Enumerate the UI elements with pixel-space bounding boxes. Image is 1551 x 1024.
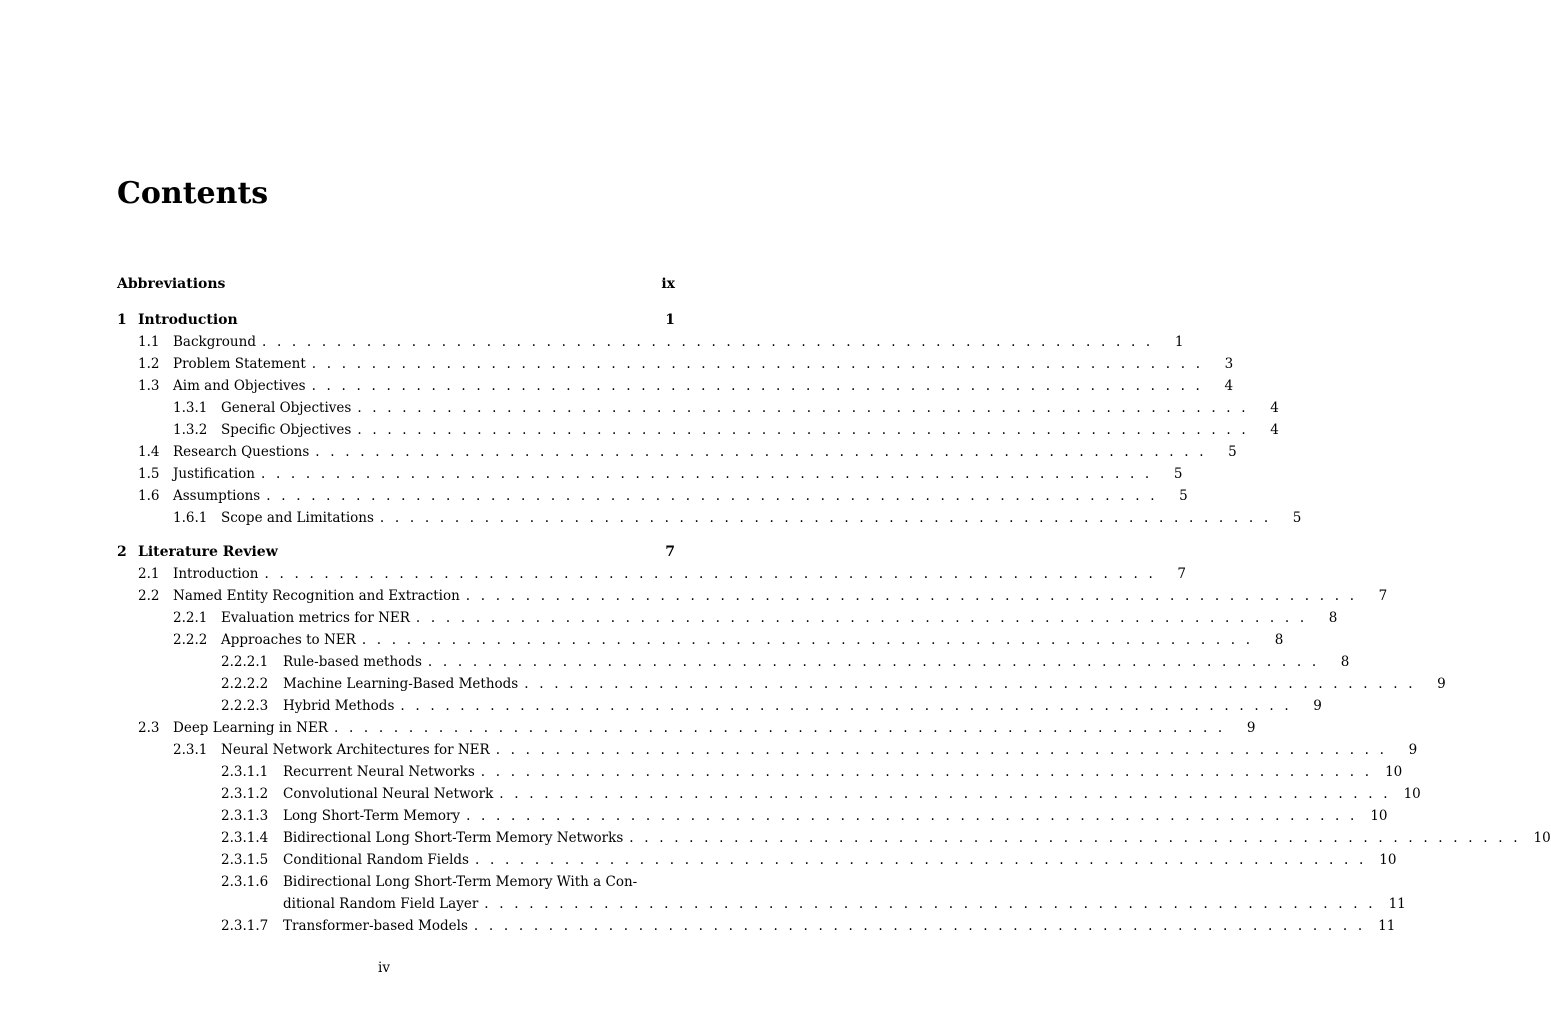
toc-entry-title: Named Entity Recognition and Extraction xyxy=(173,588,460,604)
toc-entry-number: 2.2.1 xyxy=(173,610,208,626)
toc-leader-dots: . . . . . . . . . . . . . . . . . . . . . . . . . . . . . . . . . . . . . . . . . . . . . . . . . . . . . . . . . . . . xyxy=(465,588,1358,604)
toc-leader-dots: . . . . . . . . . . . . . . . . . . . . . . . . . . . . . . . . . . . . . . . . . . . . . . . . . . . . . . . . . . . . xyxy=(361,632,1254,648)
toc-entry-number: 1.1 xyxy=(138,334,160,350)
toc-entry-number: 1.4 xyxy=(138,444,160,460)
toc-entry-number: 2 xyxy=(117,544,127,560)
toc-page-number: 5 xyxy=(1179,488,1188,504)
toc-entry-number: 2.3.1.7 xyxy=(221,918,269,934)
toc-leader-dots: . . . . . . . . . . . . . . . . . . . . . . . . . . . . . . . . . . . . . . . . . . . . . . . . . . . . . . . . . . . . xyxy=(427,654,1320,670)
toc-page-number: 8 xyxy=(1340,654,1350,670)
toc-page-number: 1 xyxy=(665,312,675,328)
toc-entry-number: 1.3 xyxy=(138,378,160,394)
toc-leader-dots: . . . . . . . . . . . . . . . . . . . . . . . . . . . . . . . . . . . . . . . . . . . . . . . . . . . . . . . . . . . . xyxy=(484,896,1376,912)
toc-entry[interactable] xyxy=(117,852,1397,874)
toc-entry-title: ditional Random Field Layer xyxy=(283,896,479,912)
toc-entry-number: 2.3.1.2 xyxy=(221,786,269,802)
toc-entry-number: 2.3.1.1 xyxy=(221,764,269,780)
toc-entry-title: Machine Learning-Based Methods xyxy=(283,676,519,692)
toc-entry[interactable] xyxy=(117,466,1183,488)
toc-entry-title: Transformer-based Models xyxy=(283,918,468,934)
toc-entry-number: 1.6.1 xyxy=(173,510,208,526)
toc-entry-title: Bidirectional Long Short-Term Memory With a Con- xyxy=(283,874,638,890)
toc-entry-number: 2.3.1.6 xyxy=(221,874,269,890)
toc-leader-dots: . . . . . . . . . . . . . . . . . . . . . . . . . . . . . . . . . . . . . . . . . . . . . . . . . . . . . . . . . . . . xyxy=(311,356,1204,372)
toc-entry-number: 2.2.2.2 xyxy=(221,676,269,692)
toc-entry-number: 1.2 xyxy=(138,356,160,372)
toc-page-number: 10 xyxy=(1385,764,1403,780)
toc-entry[interactable] xyxy=(117,378,1234,400)
toc-page-number: 7 xyxy=(665,544,675,560)
toc-entry[interactable] xyxy=(117,918,1396,940)
toc-entry[interactable] xyxy=(117,654,1350,676)
toc-page-number: 10 xyxy=(1403,786,1421,802)
toc-leader-dots: . . . . . . . . . . . . . . . . . . . . . . . . . . . . . . . . . . . . . . . . . . . . . . . . . . . . . . . . . . . . xyxy=(495,742,1388,758)
toc-entry-title: General Objectives xyxy=(221,400,352,416)
toc-entry[interactable] xyxy=(117,720,1256,742)
toc-leader-dots: . . . . . . . . . . . . . . . . . . . . . . . . . . . . . . . . . . . . . . . . . . . . . . . . . . . . . . . . . . . . xyxy=(357,422,1249,438)
toc-entry[interactable] xyxy=(117,610,1338,632)
toc-leader-dots: . . . . . . . . . . . . . . . . . . . . . . . . . . . . . . . . . . . . . . . . . . . . . . . . . . . . . . . . . . . . xyxy=(260,466,1153,482)
toc-entry-number: 2.2 xyxy=(138,588,160,604)
toc-page-number: 1 xyxy=(1174,334,1184,350)
toc-entry[interactable] xyxy=(117,896,1406,918)
toc-entry-number: 2.2.2.3 xyxy=(221,698,269,714)
toc-chapter-entry[interactable] xyxy=(117,276,675,298)
toc-entry-title: Abbreviations xyxy=(117,276,226,292)
toc-page-number: 4 xyxy=(1270,400,1279,416)
toc-entry-title: Research Questions xyxy=(173,444,310,460)
page-number: iv xyxy=(378,960,390,976)
toc-leader-dots: . . . . . . . . . . . . . . . . . . . . . . . . . . . . . . . . . . . . . . . . . . . . . . . . . . . . . . . . . . . . xyxy=(261,334,1154,350)
toc-page-number: 10 xyxy=(1370,808,1388,824)
toc-entry-number: 2.1 xyxy=(138,566,160,582)
toc-entry-title: Bidirectional Long Short-Term Memory Networks xyxy=(283,830,624,846)
toc-entry-title: Scope and Limitations xyxy=(221,510,374,526)
toc-leader-dots: . . . . . . . . . . . . . . . . . . . . . . . . . . . . . . . . . . . . . . . . . . . . . . . . . . . . . . . . . . . . xyxy=(264,566,1156,582)
toc-entry[interactable] xyxy=(117,830,1551,852)
toc-leader-dots: . . . . . . . . . . . . . . . . . . . . . . . . . . . . . . . . . . . . . . . . . . . . . . . . . . . . . . . . . . . . xyxy=(474,852,1367,868)
toc-leader-dots: . . . . . . . . . . . . . . . . . . . . . . . . . . . . . . . . . . . . . . . . . . . . . . . . . . . . . . . . . . . . xyxy=(499,786,1391,802)
toc-entry-title: Recurrent Neural Networks xyxy=(283,764,475,780)
toc-leader-dots: . . . . . . . . . . . . . . . . . . . . . . . . . . . . . . . . . . . . . . . . . . . . . . . . . . . . . . . . . . . . xyxy=(629,830,1521,846)
toc-entry[interactable] xyxy=(117,588,1388,610)
toc-page-number: 11 xyxy=(1388,896,1406,912)
toc-page-number: 4 xyxy=(1224,378,1234,394)
toc-leader-dots: . . . . . . . . . . . . . . . . . . . . . . . . . . . . . . . . . . . . . . . . . . . . . . . . . . . . . . . . . . . . xyxy=(524,676,1416,692)
toc-leader-dots: . . . . . . . . . . . . . . . . . . . . . . . . . . . . . . . . . . . . . . . . . . . . . . . . . . . . . . . . . . . . xyxy=(357,400,1249,416)
toc-entry[interactable] xyxy=(117,808,1388,830)
toc-page-number: 11 xyxy=(1378,918,1396,934)
toc-entry-number: 2.3.1.3 xyxy=(221,808,269,824)
toc-entry[interactable] xyxy=(117,676,1446,698)
toc-entry-title: Justification xyxy=(173,466,255,482)
toc-page-number: 9 xyxy=(1437,676,1446,692)
toc-page-number: 4 xyxy=(1270,422,1279,438)
toc-entry-title: Aim and Objectives xyxy=(173,378,306,394)
toc-page-number: 5 xyxy=(1292,510,1302,526)
toc-entry[interactable] xyxy=(117,444,1237,466)
toc-leader-dots: . . . . . . . . . . . . . . . . . . . . . . . . . . . . . . . . . . . . . . . . . . . . . . . . . . . . . . . . . . . . xyxy=(315,444,1207,460)
toc-page-number: 9 xyxy=(1246,720,1256,736)
toc-entry-title: Evaluation metrics for NER xyxy=(221,610,410,626)
toc-page-number: 5 xyxy=(1173,466,1183,482)
toc-entry[interactable] xyxy=(117,334,1184,356)
toc-leader-dots: . . . . . . . . . . . . . . . . . . . . . . . . . . . . . . . . . . . . . . . . . . . . . . . . . . . . . . . . . . . . xyxy=(379,510,1272,526)
toc-entry-title: Convolutional Neural Network xyxy=(283,786,494,802)
toc-entry[interactable] xyxy=(117,510,1302,532)
toc-entry-title: Introduction xyxy=(138,312,238,328)
toc-entry[interactable] xyxy=(117,566,1186,588)
page-title: Contents xyxy=(117,176,269,211)
toc-leader-dots: . . . . . . . . . . . . . . . . . . . . . . . . . . . . . . . . . . . . . . . . . . . . . . . . . . . . . . . . . . . . xyxy=(480,764,1373,780)
toc-entry-number: 1.5 xyxy=(138,466,160,482)
toc-leader-dots: . . . . . . . . . . . . . . . . . . . . . . . . . . . . . . . . . . . . . . . . . . . . . . . . . . . . . . . . . . . . xyxy=(415,610,1308,626)
toc-entry-number: 1.3.2 xyxy=(173,422,208,438)
toc-entry-number: 2.3.1.5 xyxy=(221,852,269,868)
toc-entry[interactable] xyxy=(117,764,1403,786)
toc-entry-number: 2.2.2.1 xyxy=(221,654,269,670)
toc-entry-number: 2.3.1 xyxy=(173,742,208,758)
toc-page-number: 7 xyxy=(1378,588,1388,604)
toc-entry-title: Problem Statement xyxy=(173,356,306,372)
toc-chapter-entry[interactable] xyxy=(117,544,675,566)
toc-entry[interactable] xyxy=(117,786,1421,808)
toc-leader-dots: . . . . . . . . . . . . . . . . . . . . . . . . . . . . . . . . . . . . . . . . . . . . . . . . . . . . . . . . . . . . xyxy=(400,698,1292,714)
toc-leader-dots: . . . . . . . . . . . . . . . . . . . . . . . . . . . . . . . . . . . . . . . . . . . . . . . . . . . . . . . . . . . . xyxy=(473,918,1366,934)
toc-entry-number: 1 xyxy=(117,312,127,328)
toc-entry-number: 2.3.1.4 xyxy=(221,830,269,846)
toc-entry-title: Introduction xyxy=(173,566,259,582)
toc-entry-number: 2.2.2 xyxy=(173,632,208,648)
toc-leader-dots: . . . . . . . . . . . . . . . . . . . . . . . . . . . . . . . . . . . . . . . . . . . . . . . . . . . . . . . . . . . . xyxy=(466,808,1358,824)
toc-entry-title: Literature Review xyxy=(138,544,278,560)
toc-entry-title: Deep Learning in NER xyxy=(173,720,328,736)
toc-page-number: 10 xyxy=(1533,830,1551,846)
toc-entry-title: Neural Network Architectures for NER xyxy=(221,742,490,758)
toc-entry[interactable] xyxy=(117,422,1279,444)
toc-entry-number: 1.6 xyxy=(138,488,160,504)
toc-entry-title: Hybrid Methods xyxy=(283,698,395,714)
toc-entry-title: Specific Objectives xyxy=(221,422,352,438)
toc-entry[interactable] xyxy=(117,356,1234,378)
toc-entry[interactable] xyxy=(117,874,675,896)
toc-entry[interactable] xyxy=(117,632,1284,654)
toc-page-number: ix xyxy=(661,276,675,292)
toc-page-number: 3 xyxy=(1224,356,1234,372)
toc-entry-title: Conditional Random Fields xyxy=(283,852,469,868)
toc-page-number: 7 xyxy=(1177,566,1186,582)
toc-leader-dots: . . . . . . . . . . . . . . . . . . . . . . . . . . . . . . . . . . . . . . . . . . . . . . . . . . . . . . . . . . . . xyxy=(266,488,1158,504)
toc-page-number: 9 xyxy=(1408,742,1418,758)
toc-entry-number: 2.3 xyxy=(138,720,160,736)
toc-entry-title: Rule-based methods xyxy=(283,654,422,670)
toc-entry-number: 1.3.1 xyxy=(173,400,208,416)
toc-entry-title: Long Short-Term Memory xyxy=(283,808,461,824)
toc-page-number: 9 xyxy=(1313,698,1322,714)
toc-leader-dots: . . . . . . . . . . . . . . . . . . . . . . . . . . . . . . . . . . . . . . . . . . . . . . . . . . . . . . . . . . . . xyxy=(333,720,1226,736)
toc-entry-title: Approaches to NER xyxy=(221,632,356,648)
toc-page-number: 8 xyxy=(1274,632,1284,648)
toc-entry-title: Background xyxy=(173,334,256,350)
toc-page-number: 8 xyxy=(1328,610,1338,626)
toc-page-number: 10 xyxy=(1379,852,1397,868)
toc-entry[interactable] xyxy=(117,742,1418,764)
toc-entry[interactable] xyxy=(117,400,1279,422)
toc-entry[interactable] xyxy=(117,698,1322,720)
toc-entry-title: Assumptions xyxy=(173,488,261,504)
toc-entry[interactable] xyxy=(117,488,1188,510)
toc-page-number: 5 xyxy=(1228,444,1237,460)
toc-chapter-entry[interactable] xyxy=(117,312,675,334)
toc-leader-dots: . . . . . . . . . . . . . . . . . . . . . . . . . . . . . . . . . . . . . . . . . . . . . . . . . . . . . . . . . . . . xyxy=(311,378,1204,394)
